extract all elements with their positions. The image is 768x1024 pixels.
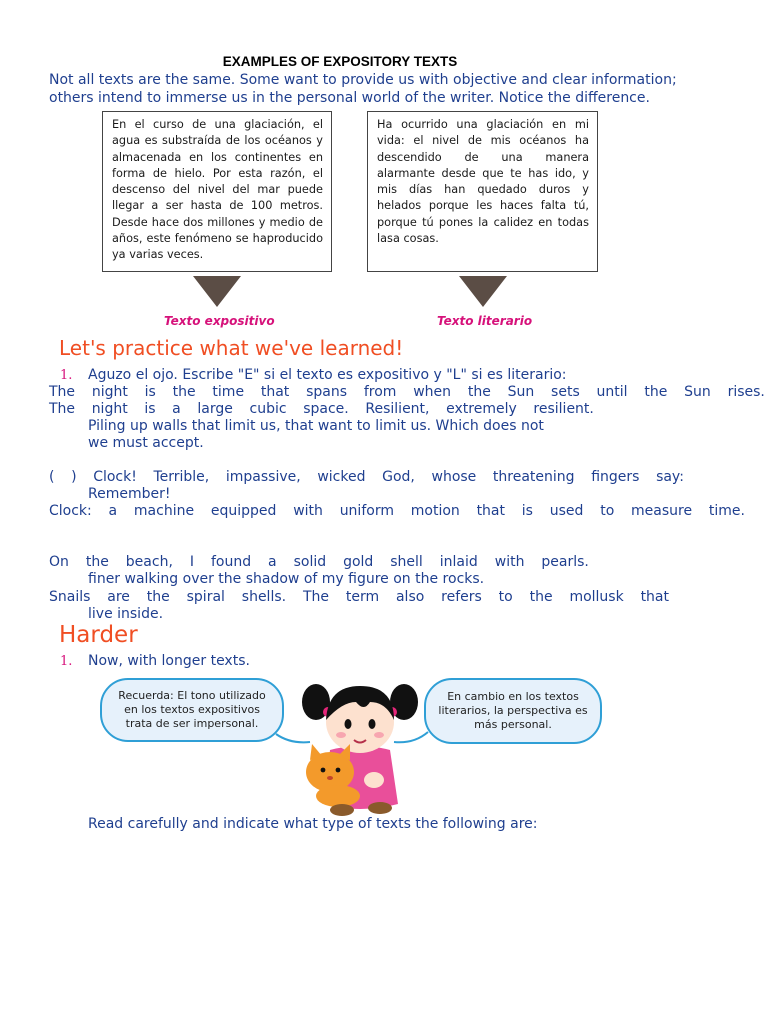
practice-line: Piling up walls that limit us, that want to limit us. Which does not [88,418,544,434]
speech-illustration [98,672,603,818]
practice-line: Remember! [88,486,171,502]
item-number: 1. [60,654,73,669]
down-arrow-icon [193,276,241,307]
intro-line-2: others intend to immerse us in the personal world of the writer. Notice the difference. [49,90,650,106]
read-instruction: Read carefully and indicate what type of texts the following are: [88,816,538,832]
practice-line: Snails are the spiral shells. The term also refers to the mollusk that [49,589,669,605]
caption-expository: Texto expositivo [164,314,275,328]
practice-line: finer walking over the shadow of my figure on the rocks. [88,571,485,587]
down-arrow-icon [459,276,507,307]
practice-line: The night is the time that spans from when the Sun sets until the Sun rises. [49,384,765,400]
practice-line: Clock: a machine equipped with uniform motion that is used to measure time. [49,503,745,519]
harder-heading: Harder [59,622,138,648]
speech-bubble-right: En cambio en los textos literarios, la perspectiva es más personal. [424,678,602,744]
item-number: 1. [60,368,73,383]
practice-heading: Let's practice what we've learned! [59,336,404,360]
practice-line: ( ) Clock! Terrible, impassive, wicked God, whose threatening fingers say: [49,469,684,485]
practice-line: The night is a large cubic space. Resilient, extremely resilient. [49,401,594,417]
intro-line-1: Not all texts are the same. Some want to provide us with objective and clear information; [49,72,677,88]
practice-instruction: Aguzo el ojo. Escribe "E" si el texto es expositivo y "L" si es literario: [88,367,567,383]
practice-line: live inside. [88,606,164,622]
harder-instruction: Now, with longer texts. [88,653,250,669]
page-title: EXAMPLES OF EXPOSITORY TEXTS [222,54,458,69]
expository-text-box: En el curso de una glaciación, el agua es substraída de los océanos y almacenada en los continentes en forma de hielo. Por esta razón, el descenso del nivel del mar puede llegar a ser hasta de 100 metros. Desde hace dos millones y medio de años, este fenómeno se haproducido ya varias veces. [102,111,332,272]
caption-literary: Texto literario [437,314,533,328]
practice-line: On the beach, I found a solid gold shell inlaid with pearls. [49,554,589,570]
practice-line: we must accept. [88,435,204,451]
literary-text-box: Ha ocurrido una glaciación en mi vida: el nivel de mis océanos ha descendido de una manera alarmante desde que te has ido, y mis días han quedado duros y helados porque les haces falta tú, porque tú pones la calidez en todas lasa cosas. [367,111,598,272]
speech-bubble-left: Recuerda: El tono utilizado en los textos expositivos trata de ser impersonal. [100,678,284,742]
